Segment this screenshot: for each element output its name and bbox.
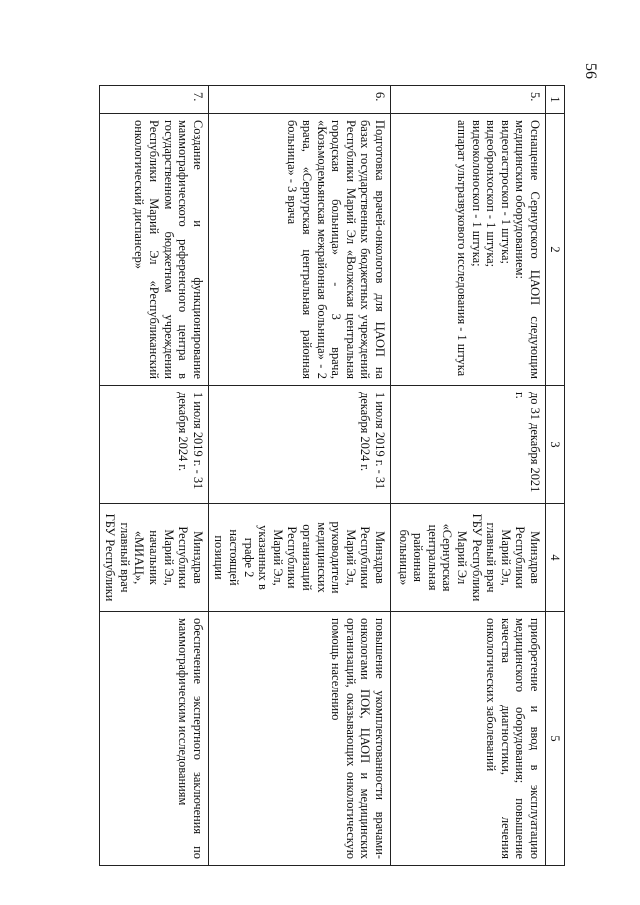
activity-line: аппарат ультразвукового исследования - 1 штука: [455, 120, 470, 377]
activity-cell: [99, 114, 208, 386]
measures-table: [99, 85, 565, 866]
activity-line: Подготовка врачей-онкологов для ЦАОП на базах государственных бюджетных учреждений Республики Марий Эл «Волжская центральная городская больница» - 3 врача, «Козьмодемьянская межрайонная больница» - 2 врача, «Сернурская центральная районная больница» - 3 врача: [285, 120, 387, 379]
activity-line: Создание и функционирование маммографического референсного центра в государственном бюджетном учреждении Республики Марий Эл «Республиканский онкологический диспансер»: [132, 120, 205, 379]
period-cell: до 31 декабря 2021 г.: [391, 386, 546, 504]
period-cell: 1 июля 2019 г. - 31 декабря 2024 г.: [208, 386, 390, 504]
row-number: 6.: [208, 86, 390, 114]
table-row: [99, 86, 208, 866]
header-cell: 2: [546, 114, 565, 386]
header-cell: 3: [546, 386, 565, 504]
page-number: 56: [582, 63, 599, 79]
table-row: [391, 86, 546, 866]
rotated-page-content: [103, 85, 565, 865]
result-cell: обеспечение экспертного заключения по маммографическим исследованиям: [99, 612, 208, 866]
responsible-cell: Минздрав Республики Марий Эл, начальник «МИАЦ», главный врач ГБУ Республики: [99, 504, 208, 612]
activity-line: Оснащение Сернурского ЦАОП следующим медицинским оборудованием:: [513, 120, 542, 379]
activity-cell: [208, 114, 390, 386]
period-cell: 1 июля 2019 г. - 31 декабря 2024 г.: [99, 386, 208, 504]
activity-line: видеобронхоскоп - 1 штука;: [484, 120, 499, 268]
activity-line: видеоколоноскоп - 1 штука;: [469, 120, 484, 267]
header-cell: 5: [546, 612, 565, 866]
row-number: 5.: [391, 86, 546, 114]
header-cell: 4: [546, 504, 565, 612]
responsible-cell: Минздрав Республики Марий Эл, главный врач ГБУ Республики Марий Эл «Сернурская центральная районная больница»: [391, 504, 546, 612]
table-header-row: [546, 86, 565, 866]
header-cell: 1: [546, 86, 565, 114]
activity-line: видеогастроскоп - 1 штука;: [498, 120, 513, 264]
activity-cell: [391, 114, 546, 386]
responsible-cell: Минздрав Республики Марий Эл, руководители медицинских организаций Республики Марий Эл, указанных в графе 2 настоящей позиции: [208, 504, 390, 612]
table-row: [208, 86, 390, 866]
row-number: 7.: [99, 86, 208, 114]
result-cell: повышение укомплектованности врачами-онкологами ПОК, ЦАОП и медицинских организаций, оказывающих онкологическую помощь населению: [208, 612, 390, 866]
result-cell: приобретение и ввод в эксплуатацию медицинского оборудования; повышение качества диагностики, лечения онкологических заболеваний: [391, 612, 546, 866]
